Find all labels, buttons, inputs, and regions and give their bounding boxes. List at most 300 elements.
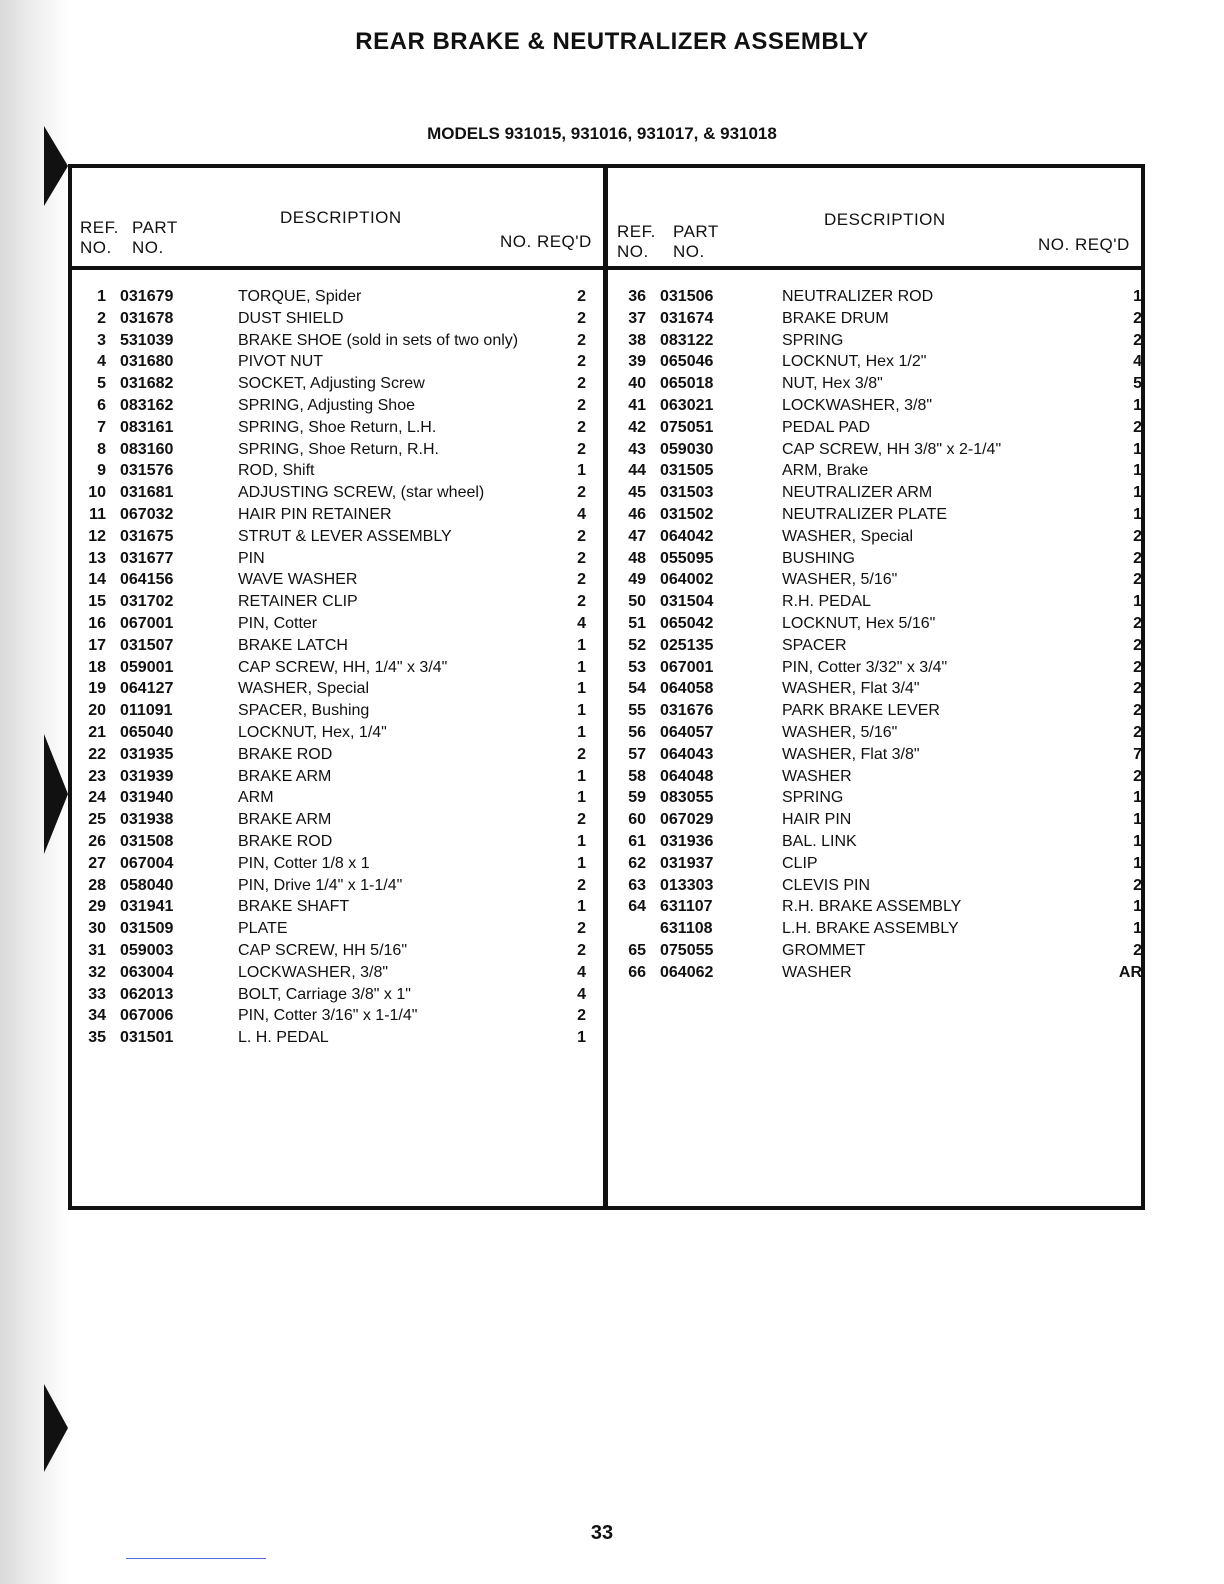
right-part-header [673, 222, 719, 262]
table-row [612, 395, 1142, 417]
part-description: SPRING, Shoe Return, L.H. [238, 418, 437, 436]
ref-number: 3 [97, 331, 106, 349]
table-row [72, 308, 592, 330]
part-number: 064048 [660, 767, 714, 785]
quantity-required: 2 [1133, 702, 1142, 720]
part-description: PIN, Cotter 3/16" x 1-1/4" [238, 1007, 418, 1025]
part-number: 075051 [660, 418, 714, 436]
part-description: ARM [238, 789, 274, 807]
table-row [72, 526, 592, 548]
quantity-required: 2 [1133, 680, 1142, 698]
ref-number: 63 [628, 876, 646, 894]
header-rule [72, 266, 1141, 270]
quantity-required: 2 [577, 418, 586, 436]
part-description: LOCKNUT, Hex 5/16" [782, 614, 936, 632]
part-description: CLEVIS PIN [782, 876, 871, 894]
part-number: 031503 [660, 484, 714, 502]
table-row [72, 591, 592, 613]
left-qty-header: NO. REQ'D [500, 232, 592, 251]
part-description: ROD, Shift [238, 462, 315, 480]
part-number: 031676 [660, 702, 714, 720]
part-description: BRAKE LATCH [238, 636, 348, 654]
right-parts-list [612, 286, 1142, 984]
part-description: SPRING, Adjusting Shoe [238, 396, 415, 414]
quantity-required: 1 [1133, 484, 1142, 502]
part-number: 031939 [120, 767, 174, 785]
part-number: 063004 [120, 963, 174, 981]
page-title: REAR BRAKE & NEUTRALIZER ASSEMBLY [355, 28, 869, 55]
quantity-required: 1 [577, 723, 586, 741]
quantity-required: 5 [1133, 375, 1142, 393]
part-number: 064043 [660, 745, 714, 763]
ref-number: 60 [628, 811, 646, 829]
ref-number: 30 [88, 920, 106, 938]
ref-number: 64 [628, 898, 646, 916]
table-row [72, 722, 592, 744]
ref-number: 34 [88, 1007, 106, 1025]
ref-number: 48 [628, 549, 646, 567]
column-divider [603, 168, 608, 1206]
part-description: PIN [238, 549, 265, 567]
quantity-required: 2 [577, 396, 586, 414]
part-number: 083122 [660, 331, 714, 349]
part-number: 059030 [660, 440, 714, 458]
table-row [612, 635, 1142, 657]
quantity-required: 2 [1133, 876, 1142, 894]
quantity-required: 1 [1133, 789, 1142, 807]
part-number: 059001 [120, 658, 174, 676]
quantity-required: 2 [577, 353, 586, 371]
quantity-required: 1 [577, 1029, 586, 1047]
quantity-required: 2 [1133, 723, 1142, 741]
part-description: WASHER, 5/16" [782, 723, 898, 741]
quantity-required: 1 [1133, 288, 1142, 305]
ref-number: 8 [97, 440, 106, 458]
table-row [72, 635, 592, 657]
part-number: 064127 [120, 680, 174, 698]
table-row [612, 744, 1142, 766]
left-parts-list [72, 286, 592, 1049]
table-row [72, 395, 592, 417]
ref-number: 11 [89, 505, 106, 523]
right-qty-header: NO. REQ'D [1038, 235, 1130, 254]
table-row [72, 330, 592, 352]
ref-number: 39 [628, 353, 646, 371]
left-ref-header [80, 218, 119, 258]
table-row [612, 439, 1142, 461]
table-row [72, 373, 592, 395]
part-number: 067001 [660, 658, 714, 676]
part-number: 031502 [660, 505, 714, 523]
ref-number: 49 [628, 571, 646, 589]
left-part-header [132, 218, 178, 258]
part-description: CAP SCREW, HH, 1/4" x 3/4" [238, 658, 448, 676]
quantity-required: 4 [577, 614, 586, 632]
part-description: PEDAL PAD [782, 418, 871, 436]
table-row [72, 548, 592, 570]
models-subtitle: MODELS 931015, 931016, 931017, & 931018 [427, 124, 777, 143]
ref-number: 21 [88, 723, 106, 741]
part-number: 058040 [120, 876, 174, 894]
quantity-required: 1 [1133, 832, 1142, 850]
table-row [72, 460, 592, 482]
part-description: WAVE WASHER [238, 571, 358, 589]
ref-number: 44 [628, 462, 646, 480]
table-row [72, 809, 592, 831]
quantity-required: 1 [577, 658, 586, 676]
part-description: BRAKE ROD [238, 745, 333, 763]
table-row [72, 766, 592, 788]
quantity-required: 2 [577, 288, 586, 305]
part-number: 064156 [120, 571, 174, 589]
part-number: 031504 [660, 593, 714, 611]
quantity-required: 2 [1133, 549, 1142, 567]
table-row [72, 417, 592, 439]
table-row [612, 678, 1142, 700]
ref-number: 35 [88, 1029, 106, 1047]
table-row [72, 504, 592, 526]
ref-number: 24 [88, 789, 106, 807]
table-row [612, 831, 1142, 853]
quantity-required: 2 [577, 484, 586, 502]
table-row [612, 962, 1142, 984]
part-number: 031935 [120, 745, 174, 763]
part-number: 064002 [660, 571, 714, 589]
quantity-required: 1 [1133, 505, 1142, 523]
part-number: 031938 [120, 811, 174, 829]
quantity-required: 2 [577, 440, 586, 458]
part-description: SOCKET, Adjusting Screw [238, 375, 425, 393]
part-number: 064057 [660, 723, 714, 741]
part-number: 631107 [660, 898, 713, 916]
ref-number: 6 [97, 396, 106, 414]
footer-rule [126, 1558, 266, 1559]
table-row [612, 875, 1142, 897]
quantity-required: 1 [1133, 811, 1142, 829]
table-row [72, 613, 592, 635]
part-number: 531039 [120, 331, 174, 349]
part-description: DUST SHIELD [238, 309, 344, 327]
table-row [612, 657, 1142, 679]
quantity-required: 1 [1133, 898, 1142, 916]
ref-number: 27 [88, 854, 106, 872]
table-row [72, 439, 592, 461]
part-number: 025135 [660, 636, 714, 654]
quantity-required: 7 [1133, 745, 1142, 763]
part-number: 013303 [660, 876, 714, 894]
part-description: BUSHING [782, 549, 855, 567]
ref-number: 23 [88, 767, 106, 785]
quantity-required: 2 [1133, 767, 1142, 785]
part-number: 031507 [120, 636, 174, 654]
ref-number: 38 [628, 331, 646, 349]
part-description: PIN, Drive 1/4" x 1-1/4" [238, 876, 403, 894]
part-number: 031679 [120, 288, 174, 305]
quantity-required: 2 [577, 593, 586, 611]
ref-label: REF. [617, 222, 656, 241]
part-description: LOCKWASHER, 3/8" [238, 963, 389, 981]
part-description: NUT, Hex 3/8" [782, 375, 883, 393]
quantity-required: 2 [577, 745, 586, 763]
ref-number: 66 [628, 963, 646, 981]
ref-number: 17 [88, 636, 106, 654]
table-row [612, 940, 1142, 962]
table-row [612, 482, 1142, 504]
table-row [612, 373, 1142, 395]
quantity-required: 4 [577, 985, 586, 1003]
part-description: PIN, Cotter 1/8 x 1 [238, 854, 370, 872]
table-row [612, 526, 1142, 548]
no-label: NO. [673, 242, 705, 261]
part-description: PLATE [238, 920, 288, 938]
ref-number: 13 [88, 549, 106, 567]
quantity-required: 1 [1133, 396, 1142, 414]
ref-number: 9 [97, 462, 106, 480]
part-description: LOCKWASHER, 3/8" [782, 396, 933, 414]
table-row [612, 613, 1142, 635]
part-description: BRAKE SHAFT [238, 898, 350, 916]
ref-number: 29 [88, 898, 106, 916]
part-number: 067006 [120, 1007, 174, 1025]
ref-number: 45 [628, 484, 646, 502]
part-description: TORQUE, Spider [238, 288, 362, 305]
part-number: 631108 [660, 920, 713, 938]
quantity-required: 2 [1133, 309, 1142, 327]
quantity-required: 2 [577, 811, 586, 829]
part-number: 011091 [120, 702, 173, 720]
part-description: R.H. PEDAL [782, 593, 871, 611]
ref-number: 46 [628, 505, 646, 523]
part-number: 031509 [120, 920, 174, 938]
part-description: NEUTRALIZER PLATE [782, 505, 948, 523]
quantity-required: 4 [577, 963, 586, 981]
no-label: NO. [617, 242, 649, 261]
table-row [612, 330, 1142, 352]
part-number: 031941 [120, 898, 174, 916]
part-description: WASHER, Special [782, 527, 913, 545]
quantity-required: 1 [577, 680, 586, 698]
part-description: PIN, Cotter [238, 614, 318, 632]
table-row [612, 504, 1142, 526]
ref-number: 26 [88, 832, 106, 850]
part-description: SPRING [782, 331, 844, 349]
part-number: 065042 [660, 614, 714, 632]
part-description: WASHER, 5/16" [782, 571, 898, 589]
ref-number: 12 [88, 527, 106, 545]
quantity-required: 2 [577, 549, 586, 567]
table-row [72, 875, 592, 897]
ref-number: 19 [88, 680, 106, 698]
part-number: 067001 [120, 614, 174, 632]
part-number: 083160 [120, 440, 174, 458]
quantity-required: 2 [577, 1007, 586, 1025]
quantity-required: AR [1118, 963, 1142, 981]
table-row [72, 831, 592, 853]
part-description: WASHER, Flat 3/4" [782, 680, 920, 698]
part-description: WASHER [782, 963, 852, 981]
table-row [612, 700, 1142, 722]
ref-number: 57 [628, 745, 646, 763]
ref-number: 37 [628, 309, 646, 327]
ref-number: 59 [628, 789, 646, 807]
table-row [72, 853, 592, 875]
quantity-required: 1 [577, 462, 586, 480]
ref-number: 28 [88, 876, 106, 894]
binder-hole-mark-middle [44, 734, 68, 854]
part-number: 083161 [120, 418, 174, 436]
quantity-required: 1 [1133, 854, 1142, 872]
ref-number: 50 [628, 593, 646, 611]
part-description: PARK BRAKE LEVER [782, 702, 940, 720]
part-description: LOCKNUT, Hex, 1/4" [238, 723, 387, 741]
table-row [72, 700, 592, 722]
ref-number: 65 [628, 941, 646, 959]
part-number: 065018 [660, 375, 714, 393]
table-row [612, 308, 1142, 330]
table-row [612, 853, 1142, 875]
ref-number: 61 [628, 832, 646, 850]
table-row [72, 286, 592, 308]
ref-number: 51 [628, 614, 646, 632]
table-row [72, 657, 592, 679]
ref-number: 10 [88, 484, 106, 502]
ref-number: 52 [628, 636, 646, 654]
table-row [612, 896, 1142, 918]
table-row [72, 1005, 592, 1027]
part-description: PIVOT NUT [238, 353, 324, 371]
part-number: 031576 [120, 462, 174, 480]
right-ref-header [617, 222, 656, 262]
table-row [72, 351, 592, 373]
part-description: BRAKE ARM [238, 811, 332, 829]
ref-number: 56 [628, 723, 646, 741]
part-description: L.H. BRAKE ASSEMBLY [782, 920, 959, 938]
part-number: 031682 [120, 375, 174, 393]
ref-number: 43 [628, 440, 646, 458]
ref-number: 53 [628, 658, 646, 676]
part-description: BAL. LINK [782, 832, 857, 850]
table-row [72, 962, 592, 984]
part-number: 062013 [120, 985, 174, 1003]
ref-label: REF. [80, 218, 119, 237]
part-number: 031678 [120, 309, 174, 327]
no-label: NO. [80, 238, 112, 257]
page-number: 33 [590, 1522, 614, 1544]
quantity-required: 1 [577, 767, 586, 785]
part-number: 064042 [660, 527, 714, 545]
table-row [72, 569, 592, 591]
quantity-required: 2 [577, 375, 586, 393]
left-description-header: DESCRIPTION [280, 208, 402, 227]
part-number: 031674 [660, 309, 714, 327]
part-number: 031702 [120, 593, 174, 611]
part-description: BRAKE ROD [238, 832, 333, 850]
part-number: 083162 [120, 396, 174, 414]
quantity-required: 1 [1133, 440, 1142, 458]
table-row [72, 744, 592, 766]
ref-number: 18 [88, 658, 106, 676]
part-description: HAIR PIN [782, 811, 852, 829]
part-number: 067029 [660, 811, 714, 829]
part-label: PART [673, 222, 719, 241]
ref-number: 2 [97, 309, 106, 327]
part-description: WASHER, Flat 3/8" [782, 745, 920, 763]
table-row [612, 787, 1142, 809]
part-description: BRAKE ARM [238, 767, 332, 785]
table-row [612, 766, 1142, 788]
table-row [72, 678, 592, 700]
part-number: 031936 [660, 832, 714, 850]
part-description: CLIP [782, 854, 818, 872]
part-number: 065040 [120, 723, 174, 741]
table-row [612, 591, 1142, 613]
table-row [612, 569, 1142, 591]
table-row [612, 417, 1142, 439]
table-row [72, 482, 592, 504]
table-row [72, 984, 592, 1006]
quantity-required: 2 [1133, 658, 1142, 676]
part-number: 031675 [120, 527, 174, 545]
part-number: 031508 [120, 832, 174, 850]
part-number: 064058 [660, 680, 714, 698]
quantity-required: 2 [577, 309, 586, 327]
quantity-required: 2 [577, 920, 586, 938]
part-description: STRUT & LEVER ASSEMBLY [238, 527, 452, 545]
part-description: CAP SCREW, HH 5/16" [238, 941, 407, 959]
part-number: 031940 [120, 789, 174, 807]
ref-number: 31 [88, 941, 106, 959]
quantity-required: 2 [577, 941, 586, 959]
part-number: 031677 [120, 549, 174, 567]
ref-number: 32 [88, 963, 106, 981]
ref-number: 14 [88, 571, 106, 589]
part-number: 065046 [660, 353, 714, 371]
part-description: BRAKE DRUM [782, 309, 889, 327]
part-description: BOLT, Carriage 3/8" x 1" [238, 985, 411, 1003]
part-description: SPRING, Shoe Return, R.H. [238, 440, 439, 458]
table-row [612, 286, 1142, 308]
quantity-required: 2 [577, 876, 586, 894]
quantity-required: 2 [1133, 614, 1142, 632]
part-description: WASHER, Special [238, 680, 369, 698]
part-description: SPACER [782, 636, 847, 654]
quantity-required: 4 [1133, 353, 1142, 371]
table-row [72, 918, 592, 940]
part-description: SPACER, Bushing [238, 702, 370, 720]
ref-number: 16 [88, 614, 106, 632]
table-row [612, 351, 1142, 373]
quantity-required: 1 [577, 832, 586, 850]
binder-hole-mark-bottom [44, 1384, 68, 1472]
quantity-required: 1 [577, 636, 586, 654]
table-row [72, 1027, 592, 1049]
part-number: 031681 [120, 484, 174, 502]
ref-number: 40 [628, 375, 646, 393]
quantity-required: 2 [577, 331, 586, 349]
quantity-required: 1 [577, 898, 586, 916]
ref-number: 33 [88, 985, 106, 1003]
ref-number: 1 [97, 288, 106, 305]
part-description: R.H. BRAKE ASSEMBLY [782, 898, 962, 916]
quantity-required: 1 [1133, 462, 1142, 480]
no-label: NO. [132, 238, 164, 257]
part-description: RETAINER CLIP [238, 593, 358, 611]
table-row [612, 722, 1142, 744]
ref-number: 55 [628, 702, 646, 720]
ref-number: 5 [97, 375, 106, 393]
part-number: 031937 [660, 854, 714, 872]
quantity-required: 2 [1133, 418, 1142, 436]
